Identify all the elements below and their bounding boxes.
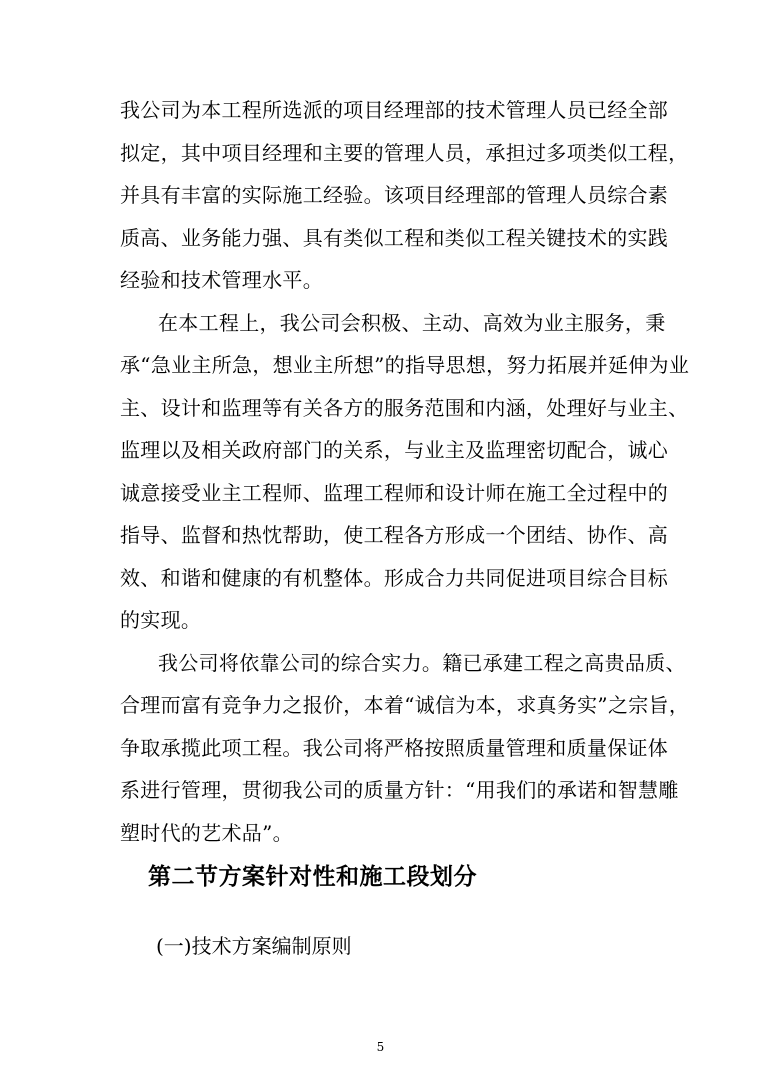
paragraph-line: 争取承揽此项工程。我公司将严格按照质量管理和质量保证体: [120, 736, 669, 760]
paragraph-line: 我公司为本工程所选派的项目经理部的技术管理人员已经全部: [120, 98, 669, 122]
paragraph-line: 合理而富有竞争力之报价，本着“诚信为本，求真务实”之宗旨，: [120, 693, 690, 717]
paragraph-line: 塑时代的艺术品”。: [120, 821, 293, 845]
subsection-heading: (一)技术方案编制原则: [156, 934, 352, 958]
paragraph-line: 经验和技术管理水平。: [120, 268, 323, 292]
paragraph-line: 在本工程上，我公司会积极、主动、高效为业主服务，秉: [158, 311, 666, 335]
paragraph-line: 主、设计和监理等有关各方的服务范围和内涵，处理好与业主、: [120, 396, 689, 420]
paragraph-line: 诚意接受业主工程师、监理工程师和设计师在施工全过程中的: [120, 481, 669, 505]
paragraph-line: 并具有丰富的实际施工经验。该项目经理部的管理人员综合素: [120, 183, 669, 207]
page-number: 5: [376, 1040, 385, 1054]
paragraph-line: 指导、监督和热忱帮助，使工程各方形成一个团结、协作、高: [120, 523, 669, 547]
paragraph-line: 效、和谐和健康的有机整体。形成合力共同促进项目综合目标: [120, 566, 669, 590]
paragraph-line: 的实现。: [120, 608, 202, 632]
paragraph-line: 承“急业主所急，想业主所想”的指导思想，努力拓展并延伸为业: [120, 353, 690, 377]
paragraph-line: 监理以及相关政府部门的关系，与业主及监理密切配合，诚心: [120, 438, 669, 462]
paragraph-line: 系进行管理，贯彻我公司的质量方针：“用我们的承诺和智慧雕: [120, 778, 679, 802]
paragraph-line: 拟定，其中项目经理和主要的管理人员，承担过多项类似工程，: [120, 141, 689, 165]
paragraph-line: 质高、业务能力强、具有类似工程和类似工程关键技术的实践: [120, 226, 669, 250]
section-heading: 第二节方案针对性和施工段划分: [148, 863, 477, 890]
paragraph-line: 我公司将依靠公司的综合实力。籍已承建工程之高贵品质、: [158, 651, 686, 675]
